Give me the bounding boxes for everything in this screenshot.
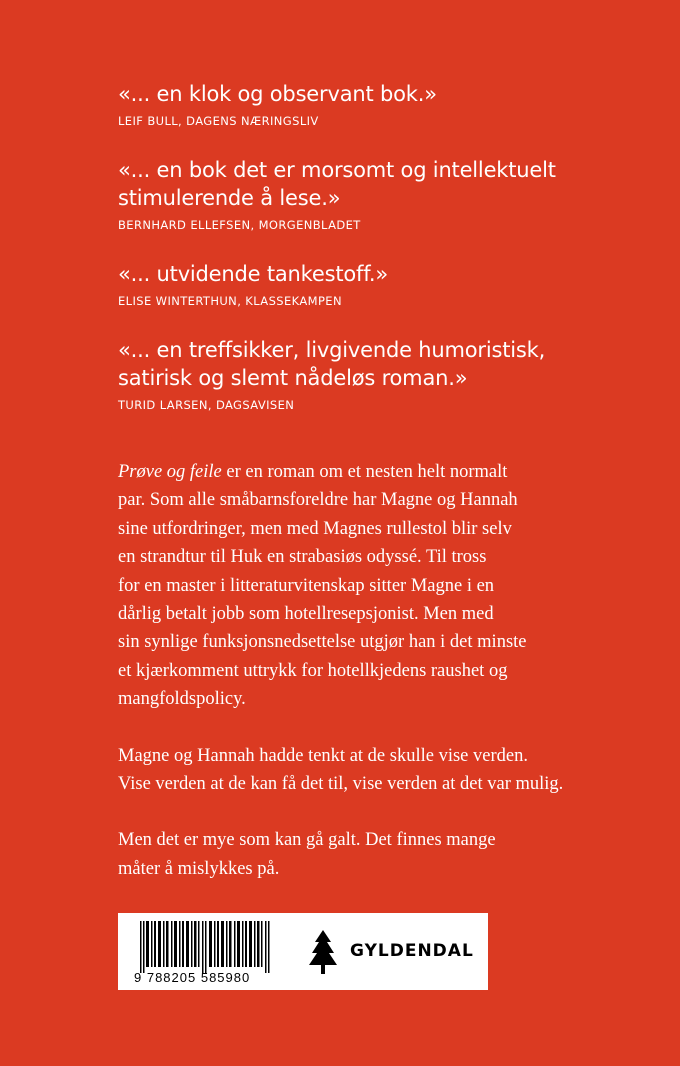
reviews-section [118, 80, 658, 440]
review-1 [118, 80, 658, 128]
blurb-paragraph-1-text: er en roman om et nesten helt normalt par. Som alle småbarnsforeldre har Magne og Hannah sine utfordringer, men med Magnes rullestol blir selv en strandtur til Huk en strabasiøs odyssé. Til tross for en master i litteraturvitenskap sitter Magne i en dårlig betalt jobb som hotellresepsjonist. Men med sin synlige funksjonsnedsettelse utgjør han i det minste et kjærkomment uttrykk for hotellkjedens raushet og mangfoldspolicy. [118, 462, 527, 710]
review-quote: «... en bok det er morsomt og intellektuelt stimulerende å lese.» [118, 158, 556, 210]
review-source: BERNHARD ELLEFSEN, MORGENBLADET [118, 218, 361, 232]
review-source: TURID LARSEN, DAGSAVISEN [118, 398, 295, 412]
blurb-paragraph-1 [118, 458, 638, 714]
review-2 [118, 156, 658, 232]
blurb-paragraph-2: Magne og Hannah hadde tenkt at de skulle vise verden. Vise verden at de kan få det til, vise verden at det var mulig. [118, 745, 564, 795]
review-3 [118, 260, 658, 308]
review-4 [118, 336, 658, 412]
book-title: Prøve og feile [118, 462, 222, 482]
barcode-panel [118, 913, 488, 990]
barcode-icon [132, 921, 282, 973]
review-quote: «... en klok og observant bok.» [118, 82, 437, 106]
book-blurb [118, 458, 638, 911]
publisher-name: GYLDENDAL [350, 941, 474, 961]
blurb-paragraph-3: Men det er mye som kan gå galt. Det finnes mange måter å mislykkes på. [118, 830, 496, 879]
isbn-number: 9 788205 585980 [134, 970, 251, 985]
review-quote: «... utvidende tankestoff.» [118, 262, 388, 286]
review-quote: «... en treffsikker, livgivende humoristisk, satirisk og slemt nådeløs roman.» [118, 338, 546, 390]
tree-logo-icon [304, 928, 342, 978]
review-source: ELISE WINTERTHUN, KLASSEKAMPEN [118, 294, 342, 308]
review-source: LEIF BULL, DAGENS NÆRINGSLIV [118, 114, 319, 128]
